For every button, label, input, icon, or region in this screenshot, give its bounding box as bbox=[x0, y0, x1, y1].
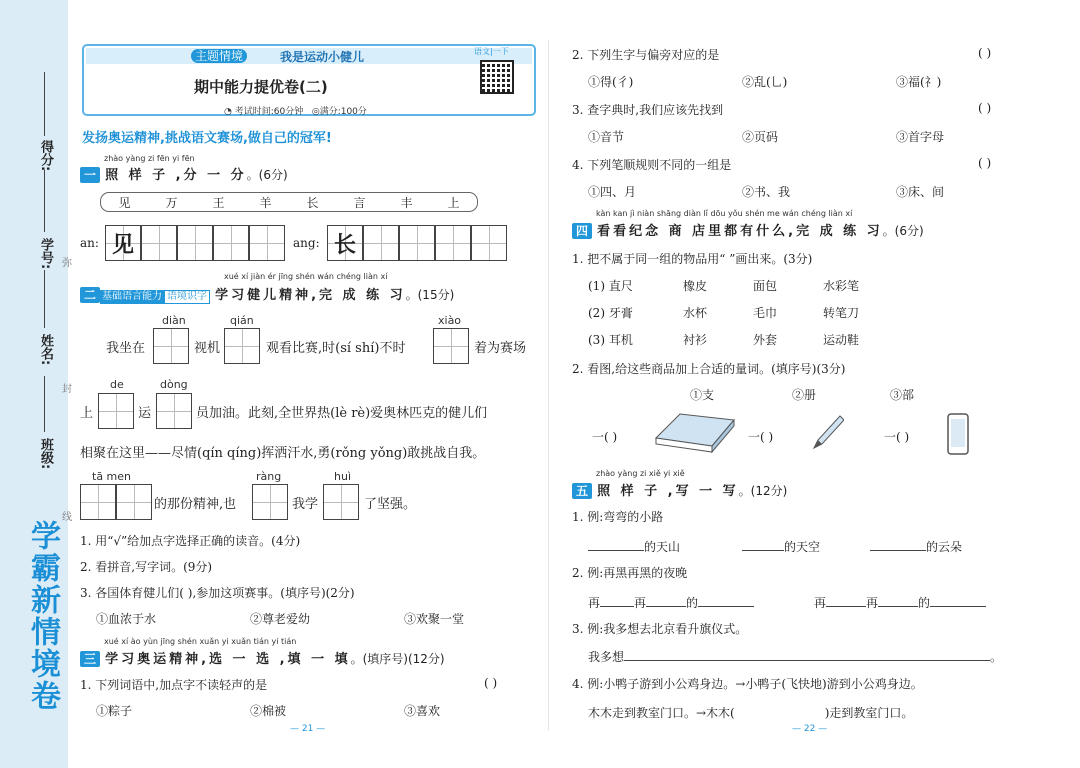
passage-text: 的那份精神,也 bbox=[154, 497, 237, 512]
s4-score: 。(6分) bbox=[882, 224, 924, 238]
question: 2. 下列生字与偏旁对应的是 bbox=[572, 48, 720, 62]
class-label: 班级: bbox=[38, 438, 53, 470]
write-grid bbox=[80, 484, 152, 520]
item[interactable]: 运动鞋 bbox=[823, 333, 860, 347]
item[interactable]: 面包 bbox=[753, 279, 778, 293]
exam-meta bbox=[224, 104, 367, 117]
write-box[interactable] bbox=[399, 225, 435, 261]
brand-logo: 学霸新情境卷 bbox=[25, 520, 60, 712]
write-box[interactable] bbox=[98, 393, 134, 429]
question: 2. 例:再黑再黑的夜晚 bbox=[572, 566, 688, 580]
fill-text: 的天空 bbox=[784, 540, 821, 554]
item[interactable]: 水杯 bbox=[683, 306, 708, 320]
s3-heading bbox=[80, 648, 445, 667]
blank-line[interactable] bbox=[878, 606, 918, 607]
word: 言 bbox=[353, 195, 366, 210]
option[interactable]: ②棉被 bbox=[250, 704, 287, 718]
word: 上 bbox=[447, 195, 460, 210]
question: 4. 下列笔顺规则不同的一组是 bbox=[572, 158, 732, 172]
fill-text: 的 bbox=[686, 596, 699, 610]
passage-text: 我坐在 bbox=[106, 341, 146, 356]
word: 羊 bbox=[259, 195, 272, 210]
s2-number: 二 bbox=[80, 287, 100, 303]
passage-text: 员加油。此刻,全世界热(lè rè)爱奥林匹克的健儿们 bbox=[196, 406, 488, 421]
qr-code-overlay bbox=[482, 62, 512, 92]
exam-score: 满分:100分 bbox=[319, 107, 367, 117]
question: 1. 下列词语中,加点字不读轻声的是 bbox=[80, 678, 268, 692]
page-divider bbox=[548, 40, 549, 730]
fill-row bbox=[742, 536, 820, 555]
write-box[interactable] bbox=[363, 225, 399, 261]
pinyin: ràng bbox=[256, 470, 282, 483]
option[interactable]: ①音节 bbox=[588, 130, 625, 144]
write-box[interactable] bbox=[471, 225, 507, 261]
motto: 发扬奥运精神,挑战语文赛场,做自己的冠军! bbox=[82, 131, 332, 146]
s4-pinyin: kàn kan jì niàn shāng diàn lǐ dōu yǒu shén me wán chéng liàn xí bbox=[596, 209, 853, 218]
seal-char: 封 bbox=[62, 384, 72, 395]
passage-text: 相聚在这里——尽情(qín qíng)挥洒汗水,勇(rǒng yǒng)敢挑战自我。 bbox=[80, 446, 486, 461]
blank-line[interactable] bbox=[624, 660, 990, 661]
measure-word: ②册 bbox=[792, 388, 817, 402]
passage-text: 上 bbox=[80, 406, 94, 421]
theme-tag: 主题情境 bbox=[191, 49, 247, 63]
s3-number: 三 bbox=[80, 651, 100, 667]
word: 万 bbox=[165, 195, 178, 210]
ang-label: ang: bbox=[293, 236, 320, 250]
s5-heading bbox=[572, 480, 787, 499]
fill-text: 的 bbox=[918, 596, 931, 610]
question: 2. 看拼音,写字词。(9分) bbox=[80, 560, 213, 574]
blank-line[interactable] bbox=[600, 606, 634, 607]
s1-number: 一 bbox=[80, 167, 100, 183]
s1-heading bbox=[80, 164, 288, 183]
fill-text: )走到教室门口。 bbox=[824, 706, 914, 720]
word: 长 bbox=[306, 195, 319, 210]
option[interactable]: ③喜欢 bbox=[404, 704, 441, 718]
question: 4. 例:小鸭子游到小公鸡身边。→小鸭子(飞快地)游到小公鸡身边。 bbox=[572, 677, 923, 691]
s5-pinyin: zhào yàng zi xiě yi xiě bbox=[596, 469, 685, 478]
s4-heading bbox=[572, 220, 924, 239]
s4-title: 看看纪念 商 店里都有什么,完 成 练 习 bbox=[597, 224, 883, 239]
write-box[interactable] bbox=[80, 484, 116, 520]
passage-text: 了坚强。 bbox=[364, 497, 417, 512]
item[interactable]: (1) 直尺 bbox=[588, 279, 633, 293]
check-icon: ◎ bbox=[311, 107, 320, 117]
word: 王 bbox=[212, 195, 225, 210]
option[interactable]: ①得(彳) bbox=[588, 75, 634, 89]
option[interactable]: ③欢聚一堂 bbox=[404, 612, 465, 626]
question: 3. 各国体育健儿们( ),参加这项赛事。(填序号)(2分) bbox=[80, 586, 355, 600]
question: 2. 看图,给这些商品加上合适的量词。(填序号)(3分) bbox=[572, 362, 846, 376]
fill-text: 。 bbox=[990, 650, 1003, 664]
option[interactable]: ③床、间 bbox=[896, 185, 945, 199]
pinyin: qián bbox=[230, 314, 254, 327]
id-line bbox=[44, 170, 45, 232]
blank-line[interactable] bbox=[742, 550, 784, 551]
s5-number: 五 bbox=[572, 483, 592, 499]
fill-row bbox=[588, 702, 913, 721]
answer-paren[interactable]: ( ) bbox=[978, 101, 992, 115]
question: 1. 把不属于同一组的物品用“ ”画出来。(3分) bbox=[572, 252, 813, 266]
page-number-left: — 21 — bbox=[290, 724, 326, 734]
measure-word: ①支 bbox=[690, 388, 715, 402]
word-bank bbox=[100, 192, 478, 212]
exam-time: 考试时间:60分钟 bbox=[234, 107, 304, 117]
pinyin: tā men bbox=[92, 470, 132, 483]
fill-text: 再 bbox=[634, 596, 647, 610]
fill-text: 再 bbox=[588, 596, 601, 610]
clock-icon: ◔ bbox=[224, 107, 232, 117]
write-box[interactable] bbox=[153, 328, 189, 364]
write-box[interactable] bbox=[323, 484, 359, 520]
write-box[interactable] bbox=[141, 225, 177, 261]
s2-tag2: 语境识字 bbox=[164, 290, 210, 304]
fill-text: 的云朵 bbox=[926, 540, 963, 554]
blank-line[interactable] bbox=[826, 606, 866, 607]
name-label: 姓名: bbox=[38, 334, 53, 366]
write-box[interactable] bbox=[435, 225, 471, 261]
item[interactable]: 橡皮 bbox=[683, 279, 708, 293]
class-line bbox=[44, 376, 45, 432]
question: 3. 例:我多想去北京看升旗仪式。 bbox=[572, 622, 748, 636]
id-label: 学号: bbox=[38, 238, 53, 270]
item[interactable]: 外套 bbox=[753, 333, 778, 347]
grade-label: 语文|一下 bbox=[474, 47, 509, 56]
ang-grid bbox=[328, 225, 507, 261]
option[interactable]: ③首字母 bbox=[896, 130, 945, 144]
passage-text: 视机 bbox=[194, 341, 221, 356]
exam-header bbox=[82, 44, 536, 116]
option[interactable]: ②页码 bbox=[742, 130, 779, 144]
fill-text: 我多想 bbox=[588, 650, 625, 664]
seal-char: 线 bbox=[62, 512, 72, 523]
write-box[interactable] bbox=[252, 484, 288, 520]
blank-line[interactable] bbox=[698, 606, 754, 607]
an-label: an: bbox=[80, 236, 99, 250]
fill-text: 再 bbox=[814, 596, 827, 610]
fill-text: 木木走到教室门口。→木木( bbox=[588, 706, 735, 720]
item[interactable]: (2) 牙膏 bbox=[588, 306, 633, 320]
fill-row bbox=[870, 536, 962, 555]
s5-score: 。(12分) bbox=[738, 484, 788, 498]
write-box[interactable] bbox=[156, 393, 192, 429]
example-char: 长 bbox=[327, 225, 363, 261]
theme-title: 我是运动小健儿 bbox=[280, 50, 365, 64]
s1-pinyin: zhào yàng zi fēn yi fēn bbox=[104, 154, 195, 163]
s4-number: 四 bbox=[572, 223, 592, 239]
measure-word: ③部 bbox=[890, 388, 915, 402]
blank-line[interactable] bbox=[646, 606, 686, 607]
passage-text: 观看比赛,时(sí shí)不时 bbox=[266, 341, 406, 356]
write-box[interactable] bbox=[224, 328, 260, 364]
pinyin: diàn bbox=[162, 314, 186, 327]
write-box[interactable] bbox=[433, 328, 469, 364]
item[interactable]: 毛巾 bbox=[753, 306, 778, 320]
score-label: 得分: bbox=[38, 140, 53, 172]
book-icon bbox=[650, 408, 740, 454]
page-number-right: — 22 — bbox=[792, 724, 828, 734]
blank-line[interactable] bbox=[870, 550, 926, 551]
fill-text: 的天山 bbox=[644, 540, 681, 554]
s2-tag: 基础语言能力 bbox=[102, 291, 162, 302]
pinyin: dòng bbox=[160, 378, 188, 391]
fill-text: 再 bbox=[866, 596, 879, 610]
s2-score: 。(15分) bbox=[405, 288, 455, 302]
blank-line[interactable] bbox=[930, 606, 986, 607]
write-box[interactable] bbox=[116, 484, 152, 520]
pinyin: huì bbox=[334, 470, 351, 483]
option[interactable]: ②乱(乚) bbox=[742, 75, 788, 89]
item[interactable]: (3) 耳机 bbox=[588, 333, 633, 347]
blank-line[interactable] bbox=[588, 550, 644, 551]
s2-pinyin: xué xí jiàn ér jīng shén wán chéng liàn xí bbox=[224, 272, 388, 281]
page-title: 期中能力提优卷(二) bbox=[194, 78, 328, 96]
s1-score: 。(6分) bbox=[246, 168, 288, 182]
s5-title: 照 样 子 ,写 一 写 bbox=[597, 484, 739, 499]
word: 丰 bbox=[400, 195, 413, 210]
fill-row bbox=[814, 592, 986, 611]
item[interactable]: 转笔刀 bbox=[823, 306, 860, 320]
pinyin: de bbox=[110, 378, 124, 391]
passage-text: 运 bbox=[138, 406, 152, 421]
item[interactable]: 水彩笔 bbox=[823, 279, 860, 293]
question: 1. 例:弯弯的小路 bbox=[572, 510, 664, 524]
option[interactable]: ①四、月 bbox=[588, 185, 637, 199]
pencil-icon bbox=[808, 412, 844, 452]
name-line bbox=[44, 270, 45, 328]
word: 见 bbox=[118, 195, 131, 210]
s1-title: 照 样 子 ,分 一 分 bbox=[105, 168, 247, 183]
write-box[interactable] bbox=[249, 225, 285, 261]
s3-title: 学习奥运精神,选 一 选 ,填 一 填 bbox=[105, 652, 351, 667]
seal-char: 弥 bbox=[62, 258, 72, 269]
s2-title: 学习健儿精神,完 成 练 习 bbox=[215, 288, 406, 303]
option[interactable]: ③福(礻) bbox=[896, 75, 942, 89]
answer-paren[interactable]: ( ) bbox=[978, 156, 992, 170]
s3-score: 。(填序号)(12分) bbox=[350, 652, 445, 666]
option[interactable]: ②尊老爱幼 bbox=[250, 612, 311, 626]
passage-text: 着为赛场 bbox=[474, 341, 527, 356]
an-grid bbox=[106, 225, 285, 261]
pinyin: xiào bbox=[438, 314, 462, 327]
answer-paren[interactable]: ( ) bbox=[978, 46, 992, 60]
fill-row bbox=[588, 646, 1002, 665]
option[interactable]: ②书、我 bbox=[742, 185, 791, 199]
answer-paren[interactable]: 一( ) bbox=[748, 430, 774, 444]
s3-pinyin: xué xí ào yùn jīng shén xuǎn yi xuǎn tián yi tián bbox=[104, 637, 297, 646]
answer-paren[interactable]: 一( ) bbox=[592, 430, 618, 444]
answer-paren[interactable]: 一( ) bbox=[884, 430, 910, 444]
item[interactable]: 衬衫 bbox=[683, 333, 708, 347]
s2-heading bbox=[80, 284, 454, 304]
write-box[interactable] bbox=[213, 225, 249, 261]
phone-icon bbox=[946, 412, 970, 456]
question: 1. 用“√”给加点字选择正确的读音。(4分) bbox=[80, 534, 301, 548]
passage-text: 我学 bbox=[292, 497, 319, 512]
question: 3. 查字典时,我们应该先找到 bbox=[572, 103, 724, 117]
fill-row bbox=[588, 536, 680, 555]
option[interactable]: ①血浓于水 bbox=[96, 612, 157, 626]
example-char: 见 bbox=[105, 225, 141, 261]
write-box[interactable] bbox=[177, 225, 213, 261]
answer-paren[interactable]: ( ) bbox=[484, 676, 498, 690]
score-line bbox=[44, 72, 45, 136]
fill-row bbox=[588, 592, 754, 611]
option[interactable]: ①粽子 bbox=[96, 704, 133, 718]
